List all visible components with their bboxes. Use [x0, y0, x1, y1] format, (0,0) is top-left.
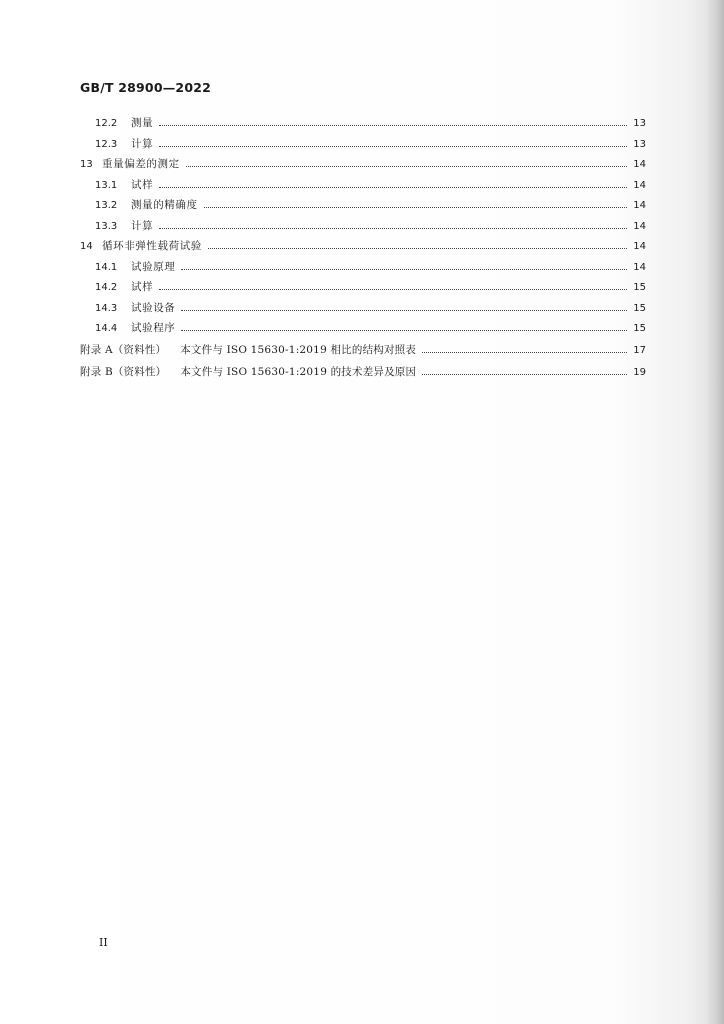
page-edge-shadow: [706, 0, 724, 1024]
toc-dot-leader: [181, 309, 627, 311]
annex-title: 本文件与 ISO 15630-1:2019 的技术差异及原因: [180, 365, 417, 378]
toc-entry-page: 14: [633, 220, 646, 232]
toc-entry-13[interactable]: [80, 154, 646, 175]
toc-entry-14[interactable]: [80, 236, 646, 257]
toc-entry-number: 14.4: [95, 323, 118, 334]
toc-entry-14-2[interactable]: [80, 277, 646, 298]
toc-entry-12-3[interactable]: [80, 134, 646, 155]
toc-entry-title: 试样: [131, 178, 154, 191]
toc-entry-14-3[interactable]: [80, 298, 646, 319]
toc-dot-leader: [159, 186, 627, 188]
toc-dot-leader: [159, 145, 627, 147]
toc-entry-number: 14.1: [95, 261, 118, 273]
toc-entry-title: 试样: [131, 281, 154, 293]
toc-entry-page: 17: [633, 344, 646, 356]
toc-entry-number: 13: [80, 159, 93, 170]
toc-dot-leader: [208, 247, 627, 249]
toc-entry-annex-a[interactable]: [80, 339, 646, 361]
annex-label: 附录 A（资料性）: [80, 343, 167, 356]
toc-entry-number: 13.2: [95, 200, 118, 211]
toc-entry-title: 测量的精确度: [131, 199, 198, 211]
toc-dot-leader: [422, 373, 627, 375]
toc-dot-leader: [159, 227, 627, 229]
toc-entry-13-2[interactable]: [80, 195, 646, 216]
toc-entry-12-2[interactable]: [80, 113, 646, 134]
toc-entry-annex-b[interactable]: [80, 361, 646, 383]
toc-entry-page: 14: [633, 159, 646, 170]
toc-dot-leader: [186, 165, 628, 167]
toc-entry-number: 14.3: [95, 302, 118, 314]
toc-dot-leader: [204, 206, 628, 208]
toc-entry-14-4[interactable]: [80, 318, 646, 339]
toc-entry-number: 12.3: [95, 138, 118, 150]
toc-entry-13-3[interactable]: [80, 216, 646, 237]
toc-entry-number: 13.3: [95, 220, 118, 232]
toc-entry-page: 14: [633, 241, 646, 252]
toc-entry-page: 15: [633, 302, 646, 314]
toc-entry-page: 15: [633, 323, 646, 334]
annex-label: 附录 B（资料性）: [80, 365, 167, 378]
toc-entry-13-1[interactable]: [80, 175, 646, 196]
toc-entry-page: 14: [633, 261, 646, 273]
toc-entry-title: 试验程序: [131, 322, 176, 334]
toc-entry-number: 14: [80, 241, 93, 252]
annex-title: 本文件与 ISO 15630-1:2019 相比的结构对照表: [180, 343, 417, 356]
toc-dot-leader: [422, 351, 627, 353]
toc-entry-page: 14: [633, 200, 646, 211]
toc-dot-leader: [159, 288, 627, 290]
toc-entry-title: 计算: [131, 219, 154, 232]
toc-entry-title: 试验原理: [131, 260, 176, 273]
toc-entry-page: 15: [633, 282, 646, 293]
toc-entry-title: 循环非弹性载荷试验: [102, 240, 202, 252]
toc-entry-number: 13.1: [95, 179, 118, 191]
toc-entry-page: 13: [633, 118, 646, 129]
toc-dot-leader: [181, 268, 627, 270]
toc-dot-leader: [181, 329, 627, 331]
toc-entry-title: 测量: [131, 117, 154, 129]
toc-dot-leader: [159, 124, 627, 126]
toc-entry-14-1[interactable]: [80, 257, 646, 278]
toc-entry-number: 12.2: [95, 118, 118, 129]
toc-entry-title: 重量偏差的测定: [102, 158, 180, 170]
toc-entry-title: 计算: [131, 137, 154, 150]
toc-entry-page: 14: [633, 179, 646, 191]
toc-entry-number: 14.2: [95, 282, 118, 293]
table-of-contents: [80, 113, 646, 383]
toc-entry-title: 试验设备: [131, 301, 176, 314]
toc-entry-page: 19: [633, 366, 646, 378]
page-marker-footer: II: [99, 936, 108, 949]
toc-entry-page: 13: [633, 138, 646, 150]
document-code-header: GB/T 28900—2022: [80, 80, 212, 95]
